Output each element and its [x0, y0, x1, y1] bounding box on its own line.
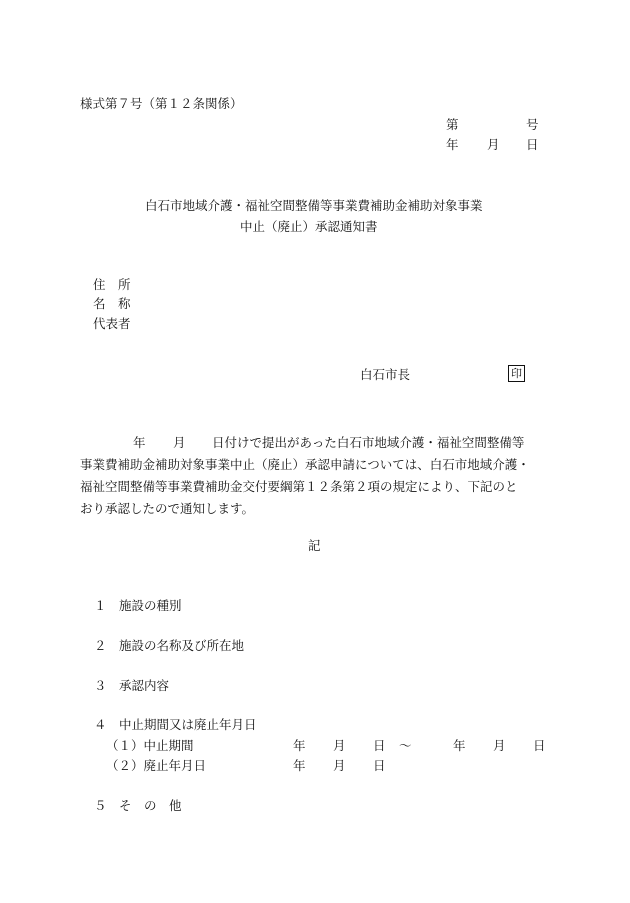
- body-line4: おり承認したので通知します。: [80, 501, 255, 516]
- body-line1: 日付けで提出があった白石市地域介護・福祉空間整備等: [212, 435, 525, 450]
- recipient-address-label: 住 所: [93, 277, 131, 292]
- date-day: 日: [526, 137, 539, 152]
- body-line3: 福祉空間整備等事業費補助金交付要綱第１２条第２項の規定により、下記のと: [80, 479, 518, 494]
- doc-number-prefix: 第: [446, 117, 459, 132]
- period-year: 年: [293, 738, 306, 753]
- sub-item-abolish-label: （２）廃止年月日: [106, 758, 207, 773]
- item-5-number: ５: [94, 798, 107, 813]
- abolish-year: 年: [293, 758, 306, 773]
- body-date-year: 年: [133, 435, 146, 450]
- period-month: 月: [333, 738, 346, 753]
- form-label: 様式第７号（第１２条関係）: [80, 96, 243, 111]
- title-line1: 白石市地域介護・福祉空間整備等事業費補助金補助対象事業: [145, 198, 483, 213]
- item-3-number: ３: [94, 678, 107, 693]
- period-month-2: 月: [493, 738, 506, 753]
- ki-heading: 記: [308, 538, 321, 553]
- title-line2: 中止（廃止）承認通知書: [240, 219, 378, 234]
- issuer-name: 白石市長: [360, 367, 411, 382]
- period-year-2: 年: [453, 738, 466, 753]
- item-4-number: ４: [94, 717, 107, 732]
- item-3-label: 承認内容: [119, 678, 170, 693]
- item-5-label: そ の 他: [119, 798, 182, 813]
- period-day: 日: [373, 738, 386, 753]
- period-day-2: 日: [533, 738, 546, 753]
- period-tilde: ～: [399, 738, 412, 753]
- recipient-rep-label: 代表者: [93, 316, 131, 331]
- sub-item-period-label: （１）中止期間: [106, 738, 194, 753]
- item-4-label: 中止期間又は廃止年月日: [119, 717, 257, 732]
- abolish-day: 日: [373, 758, 386, 773]
- item-2-label: 施設の名称及び所在地: [119, 638, 245, 653]
- doc-number-suffix: 号: [526, 117, 539, 132]
- body-date-month: 月: [173, 435, 186, 450]
- seal-mark: 印: [508, 365, 525, 382]
- date-year: 年: [446, 137, 459, 152]
- item-1-number: １: [94, 598, 107, 613]
- date-month: 月: [487, 137, 500, 152]
- item-1-label: 施設の種別: [119, 598, 182, 613]
- body-line2: 事業費補助金補助対象事業中止（廃止）承認申請については、白石市地域介護・: [80, 457, 530, 472]
- recipient-name-label: 名 称: [93, 296, 131, 311]
- abolish-month: 月: [333, 758, 346, 773]
- item-2-number: ２: [94, 638, 107, 653]
